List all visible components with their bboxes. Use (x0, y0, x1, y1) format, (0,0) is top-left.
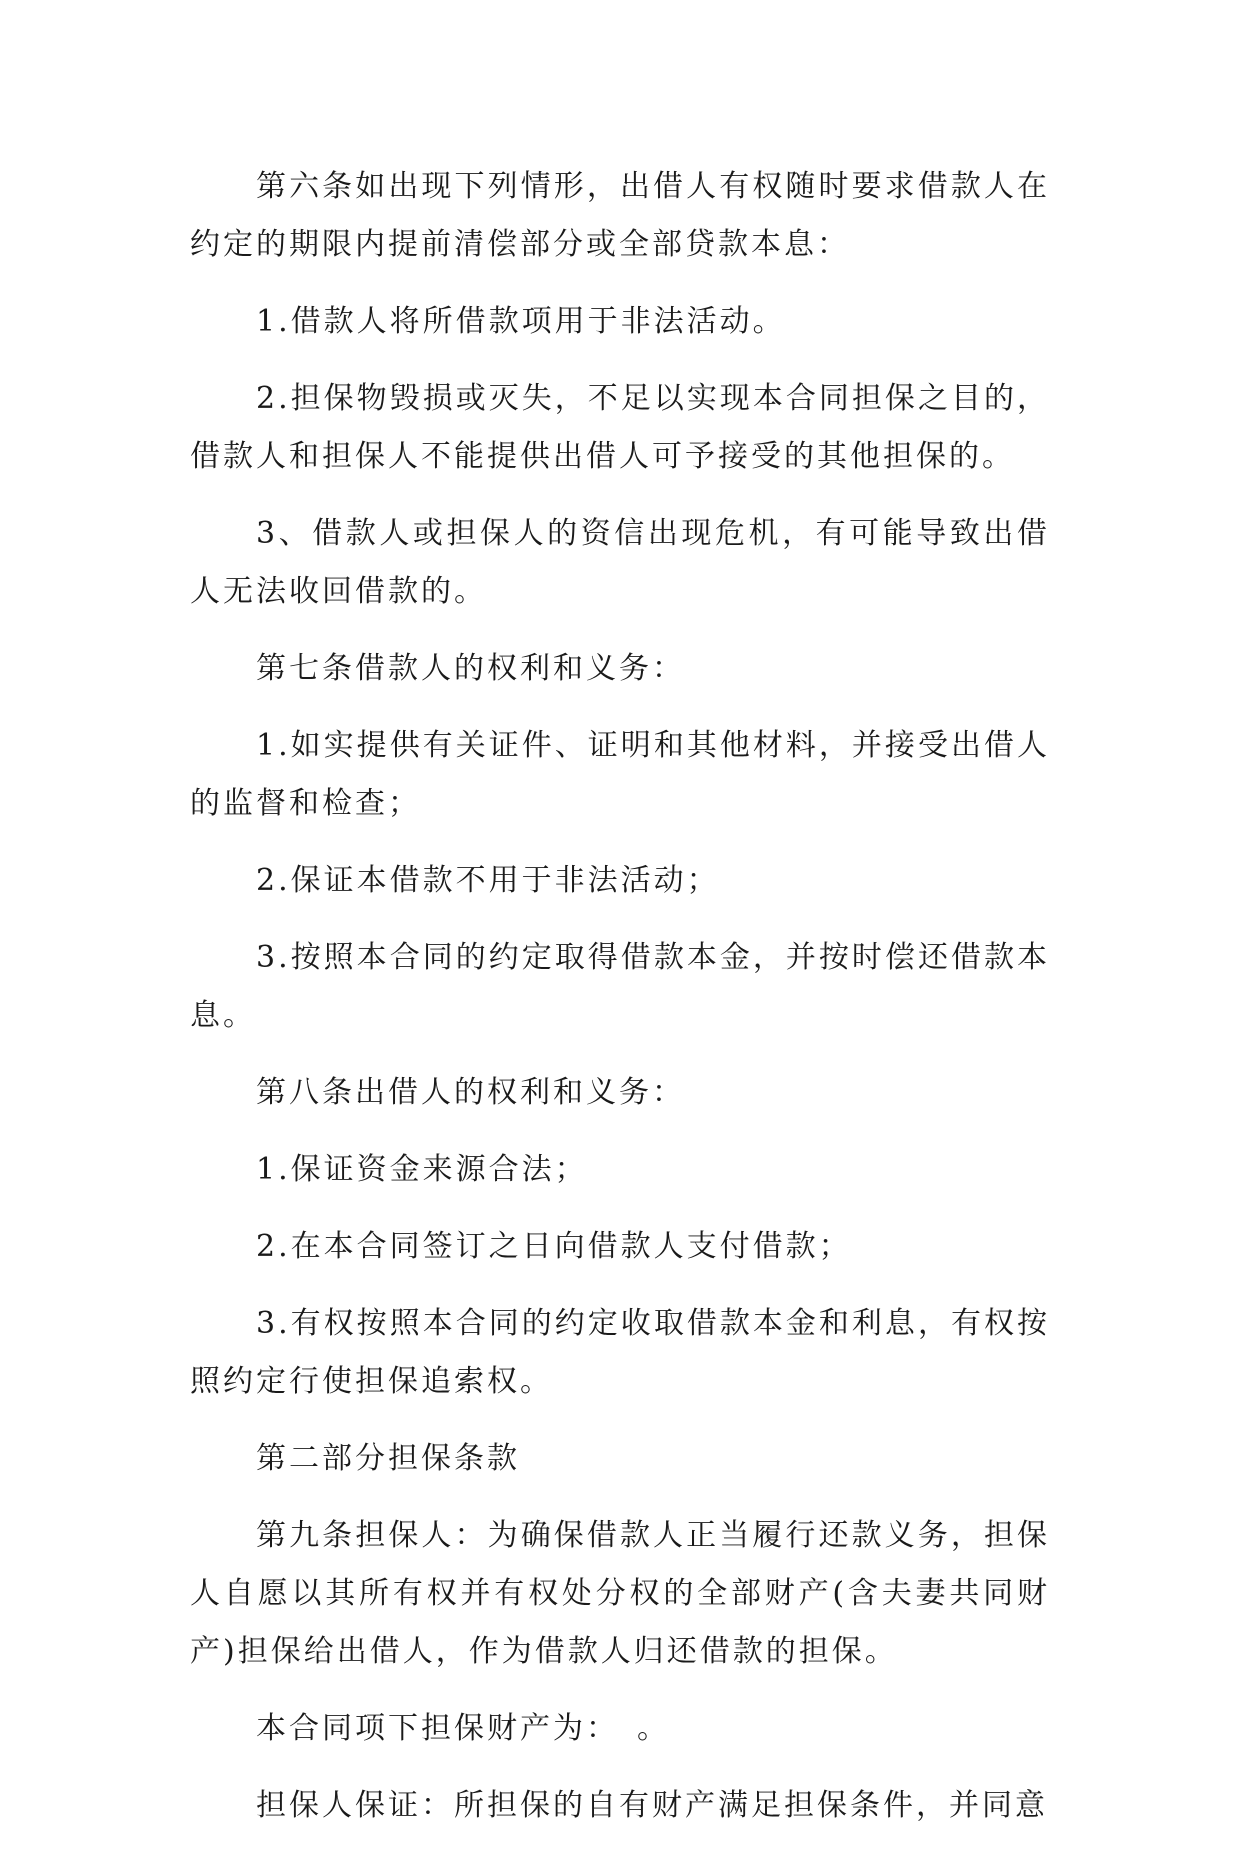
paragraph-article-9: 第九条担保人：为确保借款人正当履行还款义务，担保人自愿以其所有权并有权处分权的全部财产(含夫妻共同财产)担保给出借人，作为借款人归还借款的担保。 (190, 1518, 1050, 1669)
paragraph-article-7-item-1: 1.如实提供有关证件、证明和其他材料，并接受出借人的监督和检查； (190, 728, 1050, 821)
paragraph-article-6: 第六条如出现下列情形，出借人有权随时要求借款人在约定的期限内提前清偿部分或全部贷款本息： (190, 169, 1050, 262)
paragraph-article-7-item-3: 3.按照本合同的约定取得借款本金，并按时偿还借款本息。 (190, 940, 1050, 1033)
section-heading-part-2: 第二部分担保条款 (256, 1441, 520, 1476)
paragraph-article-6-item-1: 1.借款人将所借款项用于非法活动。 (256, 304, 786, 339)
paragraph-guarantee-property: 本合同项下担保财产为： 。 (256, 1711, 670, 1746)
paragraph-article-6-item-3: 3、借款人或担保人的资信出现危机，有可能导致出借人无法收回借款的。 (190, 516, 1050, 609)
paragraph-article-8-item-3: 3.有权按照本合同的约定收取借款本金和利息，有权按照约定行使担保追索权。 (190, 1306, 1050, 1399)
paragraph-guarantor-pledge: 担保人保证：所担保的自有财产满足担保条件，并同意 (256, 1788, 1048, 1823)
paragraph-article-7: 第七条借款人的权利和义务： (256, 651, 685, 686)
paragraph-article-8: 第八条出借人的权利和义务： (256, 1075, 685, 1110)
paragraph-article-7-item-2: 2.保证本借款不用于非法活动； (256, 863, 720, 898)
paragraph-article-8-item-2: 2.在本合同签订之日向借款人支付借款； (256, 1229, 852, 1264)
document-body (190, 158, 1050, 1854)
paragraph-article-8-item-1: 1.保证资金来源合法； (256, 1152, 588, 1187)
paragraph-article-6-item-2: 2.担保物毁损或灭失，不足以实现本合同担保之目的，借款人和担保人不能提供出借人可予接受的其他担保的。 (190, 381, 1050, 474)
